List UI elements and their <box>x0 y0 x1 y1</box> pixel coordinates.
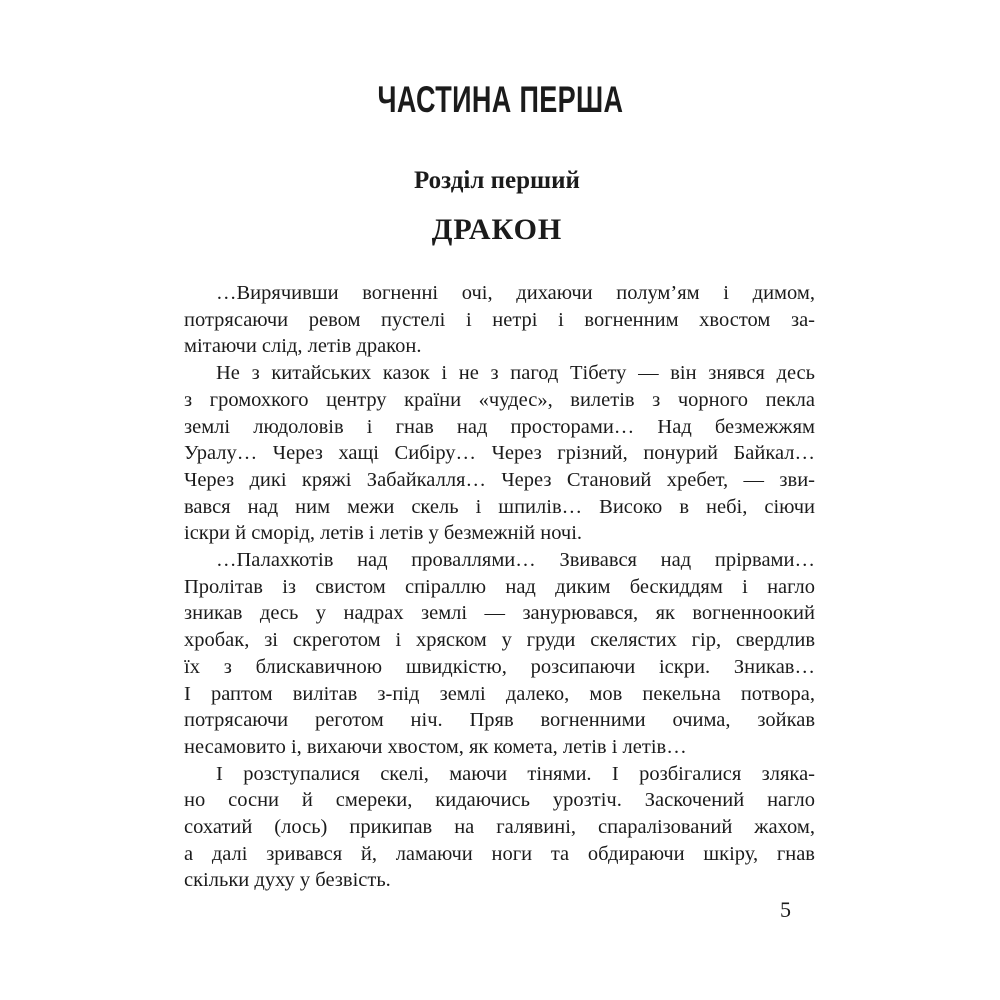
text-line: їх з блискавичною швидкістю, розсипаючи іскри. Зникав… <box>184 655 815 678</box>
text-line: мітаючи слід, летів дракон. <box>184 335 422 358</box>
text-line: но сосни й смереки, кидаючись урозтіч. Заскочений нагло <box>184 789 815 812</box>
text-line: І раптом вилітав з-під землі далеко, мов пекельна потвора, <box>184 682 815 705</box>
text-line: з громохкого центру країни «чудес», вилетів з чорного пекла <box>184 388 815 411</box>
text-line: Через дикі кряжі Забайкалля… Через Становий хребет, — зви- <box>184 468 815 491</box>
part-heading-text: ЧАСТИНА ПЕРША <box>377 79 623 120</box>
text-line: Не з китайських казок і не з пагод Тібету — він знявся десь <box>216 362 815 385</box>
body-text <box>184 280 815 894</box>
text-line: …Палахкотів над проваллями… Звивався над прірвами… <box>216 549 815 572</box>
text-line: Пролітав із свистом спіраллю над диким бескиддям і нагло <box>184 575 815 598</box>
text-line: іскри й сморід, летів і летів у безмежній ночі. <box>184 522 583 545</box>
text-line: …Вирячивши вогненні очі, дихаючи полум’ям і димом, <box>216 282 815 304</box>
chapter-heading: Розділ перший <box>414 167 580 194</box>
text-line: потрясаючи реготом ніч. Пряв вогненними очима, зойкав <box>184 709 815 732</box>
chapter-title: ДРАКОН <box>431 213 563 246</box>
part-heading <box>0 80 1000 120</box>
text-line: потрясаючи ревом пустелі і нетрі і вогненним хвостом за- <box>184 308 815 331</box>
text-line: зникав десь у надрах землі — занурювався, як вогненноокий <box>184 602 815 625</box>
text-line: сохатий (лось) прикипав на галявині, спаралізований жахом, <box>184 816 815 839</box>
text-line: І розступалися скелі, маючи тінями. І розбігалися зляка- <box>216 762 815 785</box>
text-line: хробак, зі скреготом і хряском у груди скелястих гір, свердлив <box>184 629 815 652</box>
text-line: а далі зривався й, ламаючи ноги та обдираючи шкіру, гнав <box>184 842 815 865</box>
text-line: скільки духу у безвість. <box>184 869 391 892</box>
text-line: Уралу… Через хащі Сибіру… Через грізний, понурий Байкал… <box>184 442 815 465</box>
text-line: несамовито і, вихаючи хвостом, як комета, летів і летів… <box>184 735 687 758</box>
text-line: землі людоловів і гнав над просторами… Над безмежжям <box>184 415 815 438</box>
text-line: вався над ним межи скель і шпилів… Високо в небі, сіючи <box>184 495 815 518</box>
page-number: 5 <box>780 897 791 922</box>
